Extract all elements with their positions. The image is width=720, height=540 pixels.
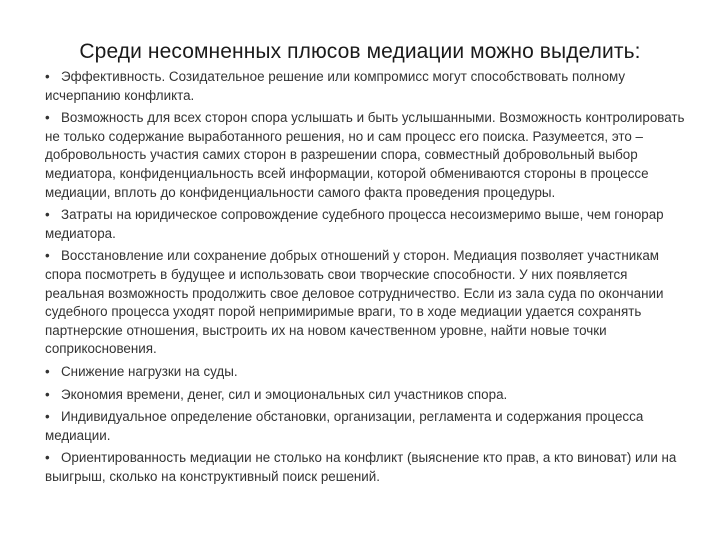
bullet-icon: •: [45, 248, 50, 264]
list-item-text: Возможность для всех сторон спора услышать и быть услышанными. Возможность контролировать не только содержание выработанного решения, но и сам процесс его поиска. Разумеется, это – добровольность участия самих сторон в разрешении спора, совместный добровольный выбор медиатора, конфиденциальность всей информации, которой обмениваются стороны в процессе медиации, вплоть до конфиденциальности самого факта проведения процедуры.: [45, 110, 685, 200]
bullet-icon: •: [45, 363, 50, 379]
bullet-icon: •: [45, 110, 50, 126]
bullet-icon: •: [45, 450, 50, 466]
list-item-text: Восстановление или сохранение добрых отношений у сторон. Медиация позволяет участникам спора посмотреть в будущее и использовать свои творческие способности. У них появляется реальная возможность продолжить свое деловое сотрудничество. Если из зала суда по окончании судебного процесса уходят порой непримиримые враги, то в ходе медиации удается сохранять партнерские отношения, выстроить их на новом качественном уровне, найти новые точки соприкосновения.: [45, 248, 664, 357]
list-item-text: Эффективность. Созидательное решение или компромисс могут способствовать полному исчерпанию конфликта.: [45, 69, 626, 103]
bullet-icon: •: [45, 69, 50, 84]
list-item: [45, 109, 685, 202]
list-item: [45, 449, 685, 486]
list-item-text: Затраты на юридическое сопровождение судебного процесса несоизмеримо выше, чем гонорар медиатора.: [45, 207, 664, 241]
list-item: [45, 408, 685, 445]
advantages-list: [45, 68, 685, 490]
list-item-text: Ориентированность медиации не столько на конфликт (выяснение кто прав, а кто виноват) или на выигрыш, сколько на конструктивный поиск решений.: [45, 450, 677, 484]
list-item-text: Экономия времени, денег, сил и эмоциональных сил участников спора.: [61, 386, 508, 402]
slide-title: Среди несомненных плюсов медиации можно выделить:: [79, 40, 641, 63]
list-item: [45, 247, 685, 359]
list-item-text: Снижение нагрузки на суды.: [61, 363, 238, 379]
list-item: [45, 206, 685, 243]
bullet-icon: •: [45, 386, 50, 402]
list-item: [45, 363, 685, 382]
list-item: [45, 68, 685, 105]
list-item: [45, 386, 685, 405]
bullet-icon: •: [45, 207, 50, 223]
list-item-text: Индивидуальное определение обстановки, организации, регламента и содержания процесса медиации.: [45, 409, 644, 443]
bullet-icon: •: [45, 409, 50, 425]
